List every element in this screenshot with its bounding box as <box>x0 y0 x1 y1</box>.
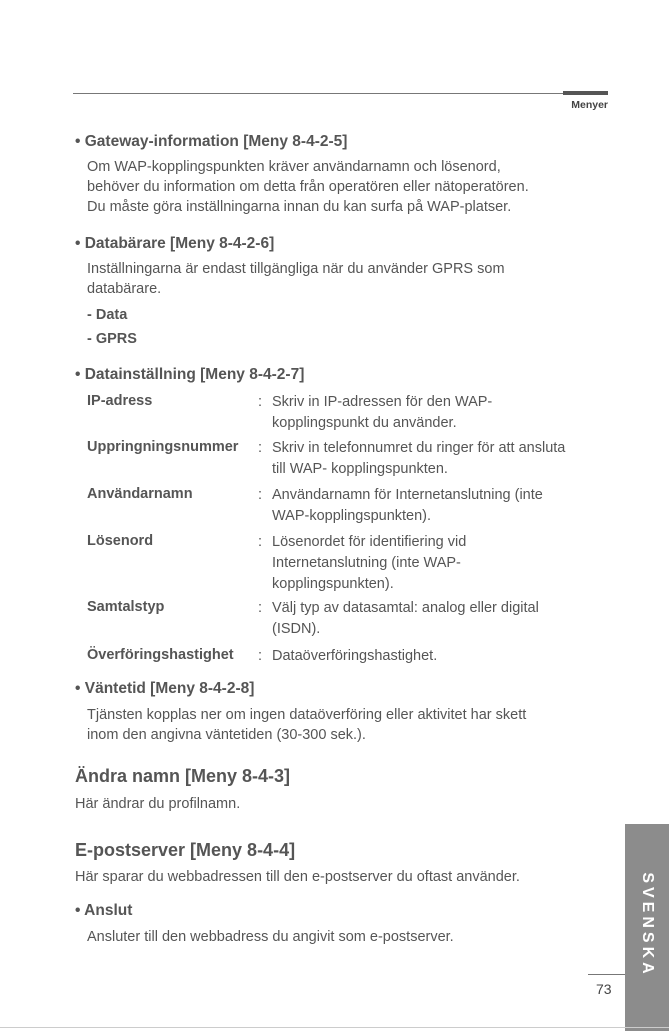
def-anvandarnamn: : Användarnamn för Internetanslutning (inte WAP-kopplingspunkten). <box>258 487 543 524</box>
term-losenord: Lösenord <box>87 533 154 549</box>
term-uppringningsnummer: Uppringningsnummer <box>87 439 239 455</box>
term-samtalstyp: Samtalstyp <box>87 599 165 615</box>
gateway-line-1: Om WAP-kopplingspunkten kräver användarnamn och lösenord, <box>87 159 501 175</box>
def-uppringningsnummer: : Skriv in telefonnumret du ringer för att ansluta till WAP- kopplingspunkten. <box>258 440 566 477</box>
gateway-heading <box>75 133 347 151</box>
section-label: Menyer <box>571 99 608 111</box>
vantetid-title: Väntetid [Meny 8-4-2-8] <box>84 680 255 697</box>
anslut-title: Anslut <box>84 902 133 919</box>
def-samtalstyp: : Välj typ av datasamtal: analog eller digital (ISDN). <box>258 600 539 637</box>
datainstallning-title: Datainställning [Meny 8-4-2-7] <box>84 366 305 383</box>
epostserver-heading: E-postserver [Meny 8-4-4] <box>75 840 296 860</box>
epostserver-line-1: Här sparar du webbadressen till den e-postserver du oftast använder. <box>75 869 520 885</box>
anslut-heading <box>75 902 132 920</box>
andra-namn-heading: Ändra namn [Meny 8-4-3] <box>75 766 291 786</box>
bottom-rule <box>0 1027 669 1028</box>
term-ip-adress: IP-adress <box>87 393 153 409</box>
databarare-heading <box>75 235 274 253</box>
bullet-icon: • <box>75 366 85 383</box>
bullet-icon: • <box>75 133 85 150</box>
gateway-title: Gateway-information [Meny 8-4-2-5] <box>84 133 348 150</box>
def-overforingshastighet: : Dataöverföringshastighet. <box>258 648 438 664</box>
page-number-rule <box>588 974 625 975</box>
def-ip-adress: : Skriv in IP-adressen för den WAP- kopplingspunkt du använder. <box>258 394 493 431</box>
databarare-line-2: databärare. <box>87 281 162 297</box>
header-rule-accent <box>563 91 608 95</box>
term-overforingshastighet: Överföringshastighet <box>87 647 234 663</box>
gateway-line-3: Du måste göra inställningarna innan du kan surfa på WAP-platser. <box>87 199 512 215</box>
def-losenord: : Lösenordet för identifiering vid Internetanslutning (inte WAP- kopplingspunkten). <box>258 534 467 592</box>
vantetid-line-1: Tjänsten kopplas ner om ingen dataöverföring eller aktivitet har skett <box>87 707 527 723</box>
language-side-tab-label: SVENSKA <box>639 872 656 978</box>
databarare-option-gprs: - GPRS <box>87 331 137 347</box>
bullet-icon: • <box>75 235 85 252</box>
bullet-icon: • <box>75 680 85 697</box>
page-number: 73 <box>596 981 612 997</box>
datainstallning-heading <box>75 366 304 384</box>
vantetid-heading <box>75 680 254 698</box>
vantetid-line-2: inom den angivna väntetiden (30-300 sek.). <box>87 727 366 743</box>
andra-namn-line-1: Här ändrar du profilnamn. <box>75 796 241 812</box>
gateway-line-2: behöver du information om detta från operatören eller nätoperatören. <box>87 179 529 195</box>
databarare-line-1: Inställningarna är endast tillgängliga när du använder GPRS som <box>87 261 505 277</box>
header-rule <box>73 93 608 94</box>
databarare-title: Databärare [Meny 8-4-2-6] <box>84 235 275 252</box>
term-anvandarnamn: Användarnamn <box>87 486 193 502</box>
databarare-option-data: - Data <box>87 307 128 323</box>
bullet-icon: • <box>75 902 85 919</box>
anslut-line-1: Ansluter till den webbadress du angivit som e-postserver. <box>87 929 454 945</box>
